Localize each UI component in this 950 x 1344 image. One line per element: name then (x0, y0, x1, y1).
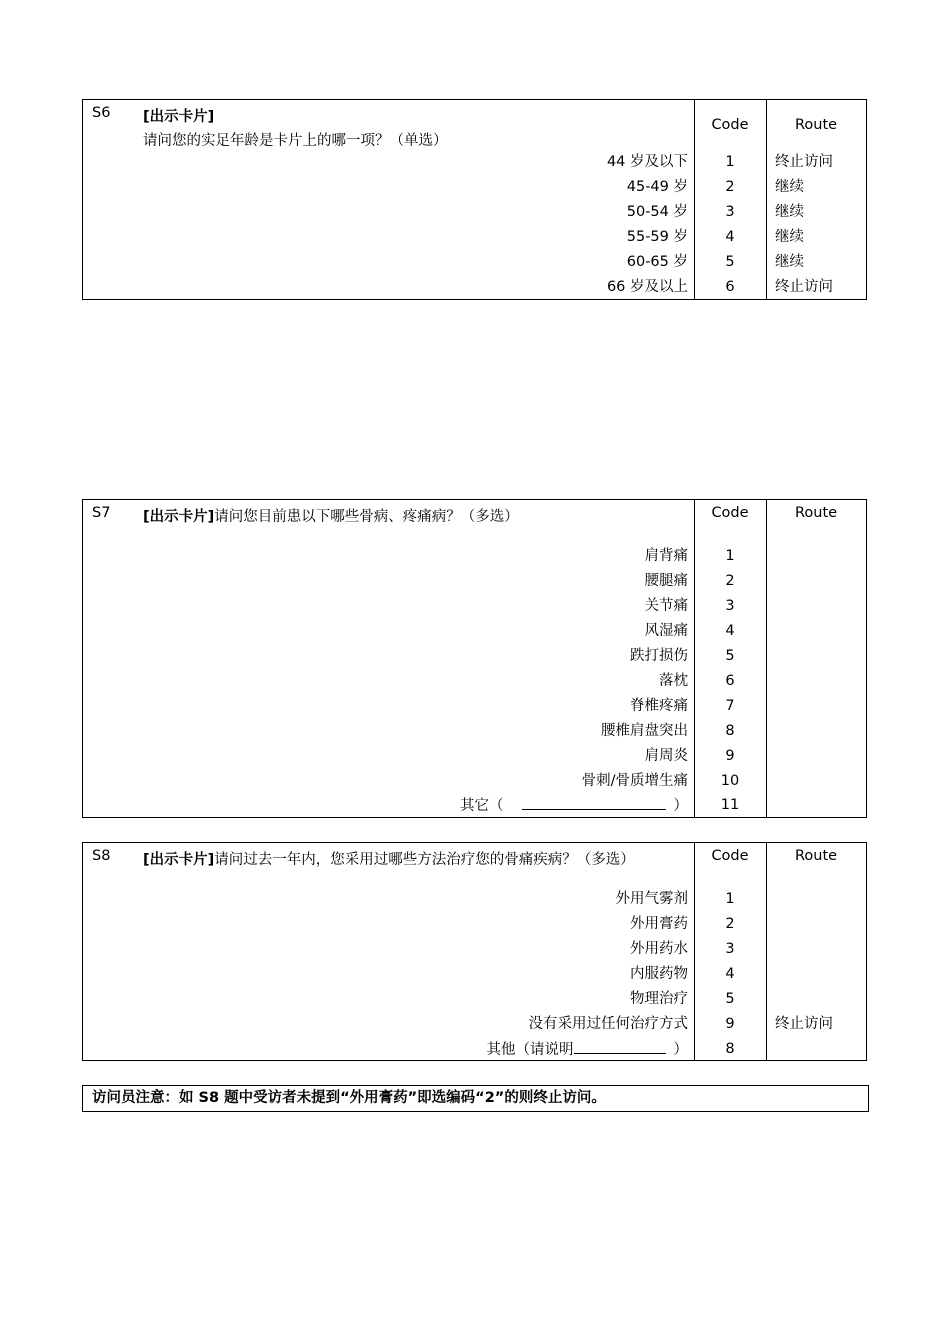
option-code: 10 (720, 773, 740, 789)
option-row[interactable] (83, 276, 868, 298)
option-label: 跌打损伤 (630, 648, 688, 664)
option-code: 9 (725, 1016, 735, 1032)
option-code: 9 (725, 748, 735, 764)
option-code: 2 (725, 916, 735, 932)
option-code: 4 (725, 229, 735, 245)
option-row[interactable] (83, 720, 868, 742)
option-row[interactable] (83, 545, 868, 567)
option-row[interactable] (83, 695, 868, 717)
option-row[interactable] (83, 151, 868, 173)
question-id: S8 (92, 848, 111, 864)
question-text: 请问您的实足年龄是卡片上的哪一项？（单选） (143, 133, 448, 149)
option-code: 6 (725, 279, 735, 295)
option-label: 没有采用过任何治疗方式 (528, 1016, 688, 1032)
option-code: 1 (725, 548, 735, 564)
option-row[interactable] (83, 670, 868, 692)
option-label: 44 岁及以下 (606, 154, 688, 170)
route-header: Route (794, 505, 838, 521)
option-code: 8 (725, 723, 735, 739)
other-option-label (460, 794, 688, 817)
option-route: 继续 (775, 179, 804, 195)
option-row[interactable] (83, 963, 868, 985)
option-code: 5 (725, 254, 735, 270)
code-header: Code (711, 848, 749, 864)
interviewer-note: 访问员注意：如 S8 题中受访者未提到“外用膏药”即选编码“2”的则终止访问。 (82, 1085, 869, 1112)
option-label: 关节痛 (644, 598, 688, 614)
option-code: 11 (720, 797, 740, 813)
option-route: 继续 (775, 229, 804, 245)
option-row[interactable] (83, 176, 868, 198)
other-specify-blank[interactable] (522, 794, 666, 810)
show-card-label: [出示卡片] (143, 852, 215, 868)
other-option-row[interactable] (83, 794, 868, 816)
option-code: 6 (725, 673, 735, 689)
option-code: 3 (725, 941, 735, 957)
question-text: 请问您目前患以下哪些骨病、疼痛病？（多选） (214, 509, 519, 525)
other-close-text: ） (673, 1042, 688, 1058)
option-route: 继续 (775, 254, 804, 270)
option-route: 终止访问 (775, 279, 833, 295)
option-code: 5 (725, 648, 735, 664)
option-row[interactable] (83, 620, 868, 642)
route-header: Route (794, 117, 838, 133)
option-label: 物理治疗 (630, 991, 688, 1007)
option-label: 腰腿痛 (644, 573, 688, 589)
option-label: 外用气雾剂 (615, 891, 688, 907)
option-label: 60-65 岁 (626, 254, 688, 270)
option-label: 45-49 岁 (626, 179, 688, 195)
option-row[interactable] (83, 251, 868, 273)
other-specify-blank[interactable] (574, 1038, 666, 1054)
question-s6-table (82, 99, 867, 300)
option-row[interactable] (83, 913, 868, 935)
other-option-row[interactable] (83, 1038, 868, 1060)
option-code: 2 (725, 179, 735, 195)
option-row[interactable] (83, 745, 868, 767)
option-route: 继续 (775, 204, 804, 220)
option-label: 50-54 岁 (626, 204, 688, 220)
option-label: 外用药水 (630, 941, 688, 957)
option-label: 内服药物 (630, 966, 688, 982)
option-route: 终止访问 (775, 154, 833, 170)
option-code: 1 (725, 154, 735, 170)
show-card-label: [出示卡片] (143, 109, 215, 125)
other-close-text: ） (673, 798, 688, 814)
option-row[interactable] (83, 570, 868, 592)
option-route: 终止访问 (775, 1016, 833, 1032)
option-label: 55-59 岁 (626, 229, 688, 245)
option-row[interactable] (83, 988, 868, 1010)
other-open-text: 其他（请说明 (486, 1042, 574, 1058)
other-option-label (487, 1038, 689, 1061)
option-code: 4 (725, 966, 735, 982)
option-label: 肩周炎 (644, 748, 688, 764)
option-row[interactable] (83, 1013, 868, 1035)
question-s7-table (82, 499, 867, 818)
option-label: 66 岁及以上 (606, 279, 688, 295)
option-row[interactable] (83, 888, 868, 910)
option-code: 7 (725, 698, 735, 714)
option-row[interactable] (83, 595, 868, 617)
option-code: 2 (725, 573, 735, 589)
show-card-label: [出示卡片] (143, 509, 215, 525)
code-header: Code (711, 505, 749, 521)
code-header: Code (711, 117, 749, 133)
option-code: 8 (725, 1041, 735, 1057)
other-open-text: 其它（ (460, 798, 504, 814)
route-header: Route (794, 848, 838, 864)
option-row[interactable] (83, 226, 868, 248)
question-s8-table (82, 842, 867, 1061)
option-code: 1 (725, 891, 735, 907)
option-row[interactable] (83, 770, 868, 792)
option-code: 5 (725, 991, 735, 1007)
option-code: 3 (725, 598, 735, 614)
option-label: 落枕 (659, 673, 688, 689)
option-label: 脊椎疼痛 (630, 698, 688, 714)
option-row[interactable] (83, 645, 868, 667)
option-code: 4 (725, 623, 735, 639)
option-row[interactable] (83, 938, 868, 960)
question-heading (143, 505, 519, 526)
option-label: 肩背痛 (644, 548, 688, 564)
option-label: 腰椎肩盘突出 (601, 723, 688, 739)
option-label: 外用膏药 (630, 916, 688, 932)
question-text: 请问过去一年内，您采用过哪些方法治疗您的骨痛疾病？（多选） (214, 852, 635, 868)
option-label: 风湿痛 (644, 623, 688, 639)
question-id: S7 (92, 505, 111, 521)
option-row[interactable] (83, 201, 868, 223)
question-id: S6 (92, 105, 111, 121)
option-code: 3 (725, 204, 735, 220)
option-label: 骨刺/骨质增生痛 (581, 773, 688, 789)
question-heading (143, 848, 635, 869)
